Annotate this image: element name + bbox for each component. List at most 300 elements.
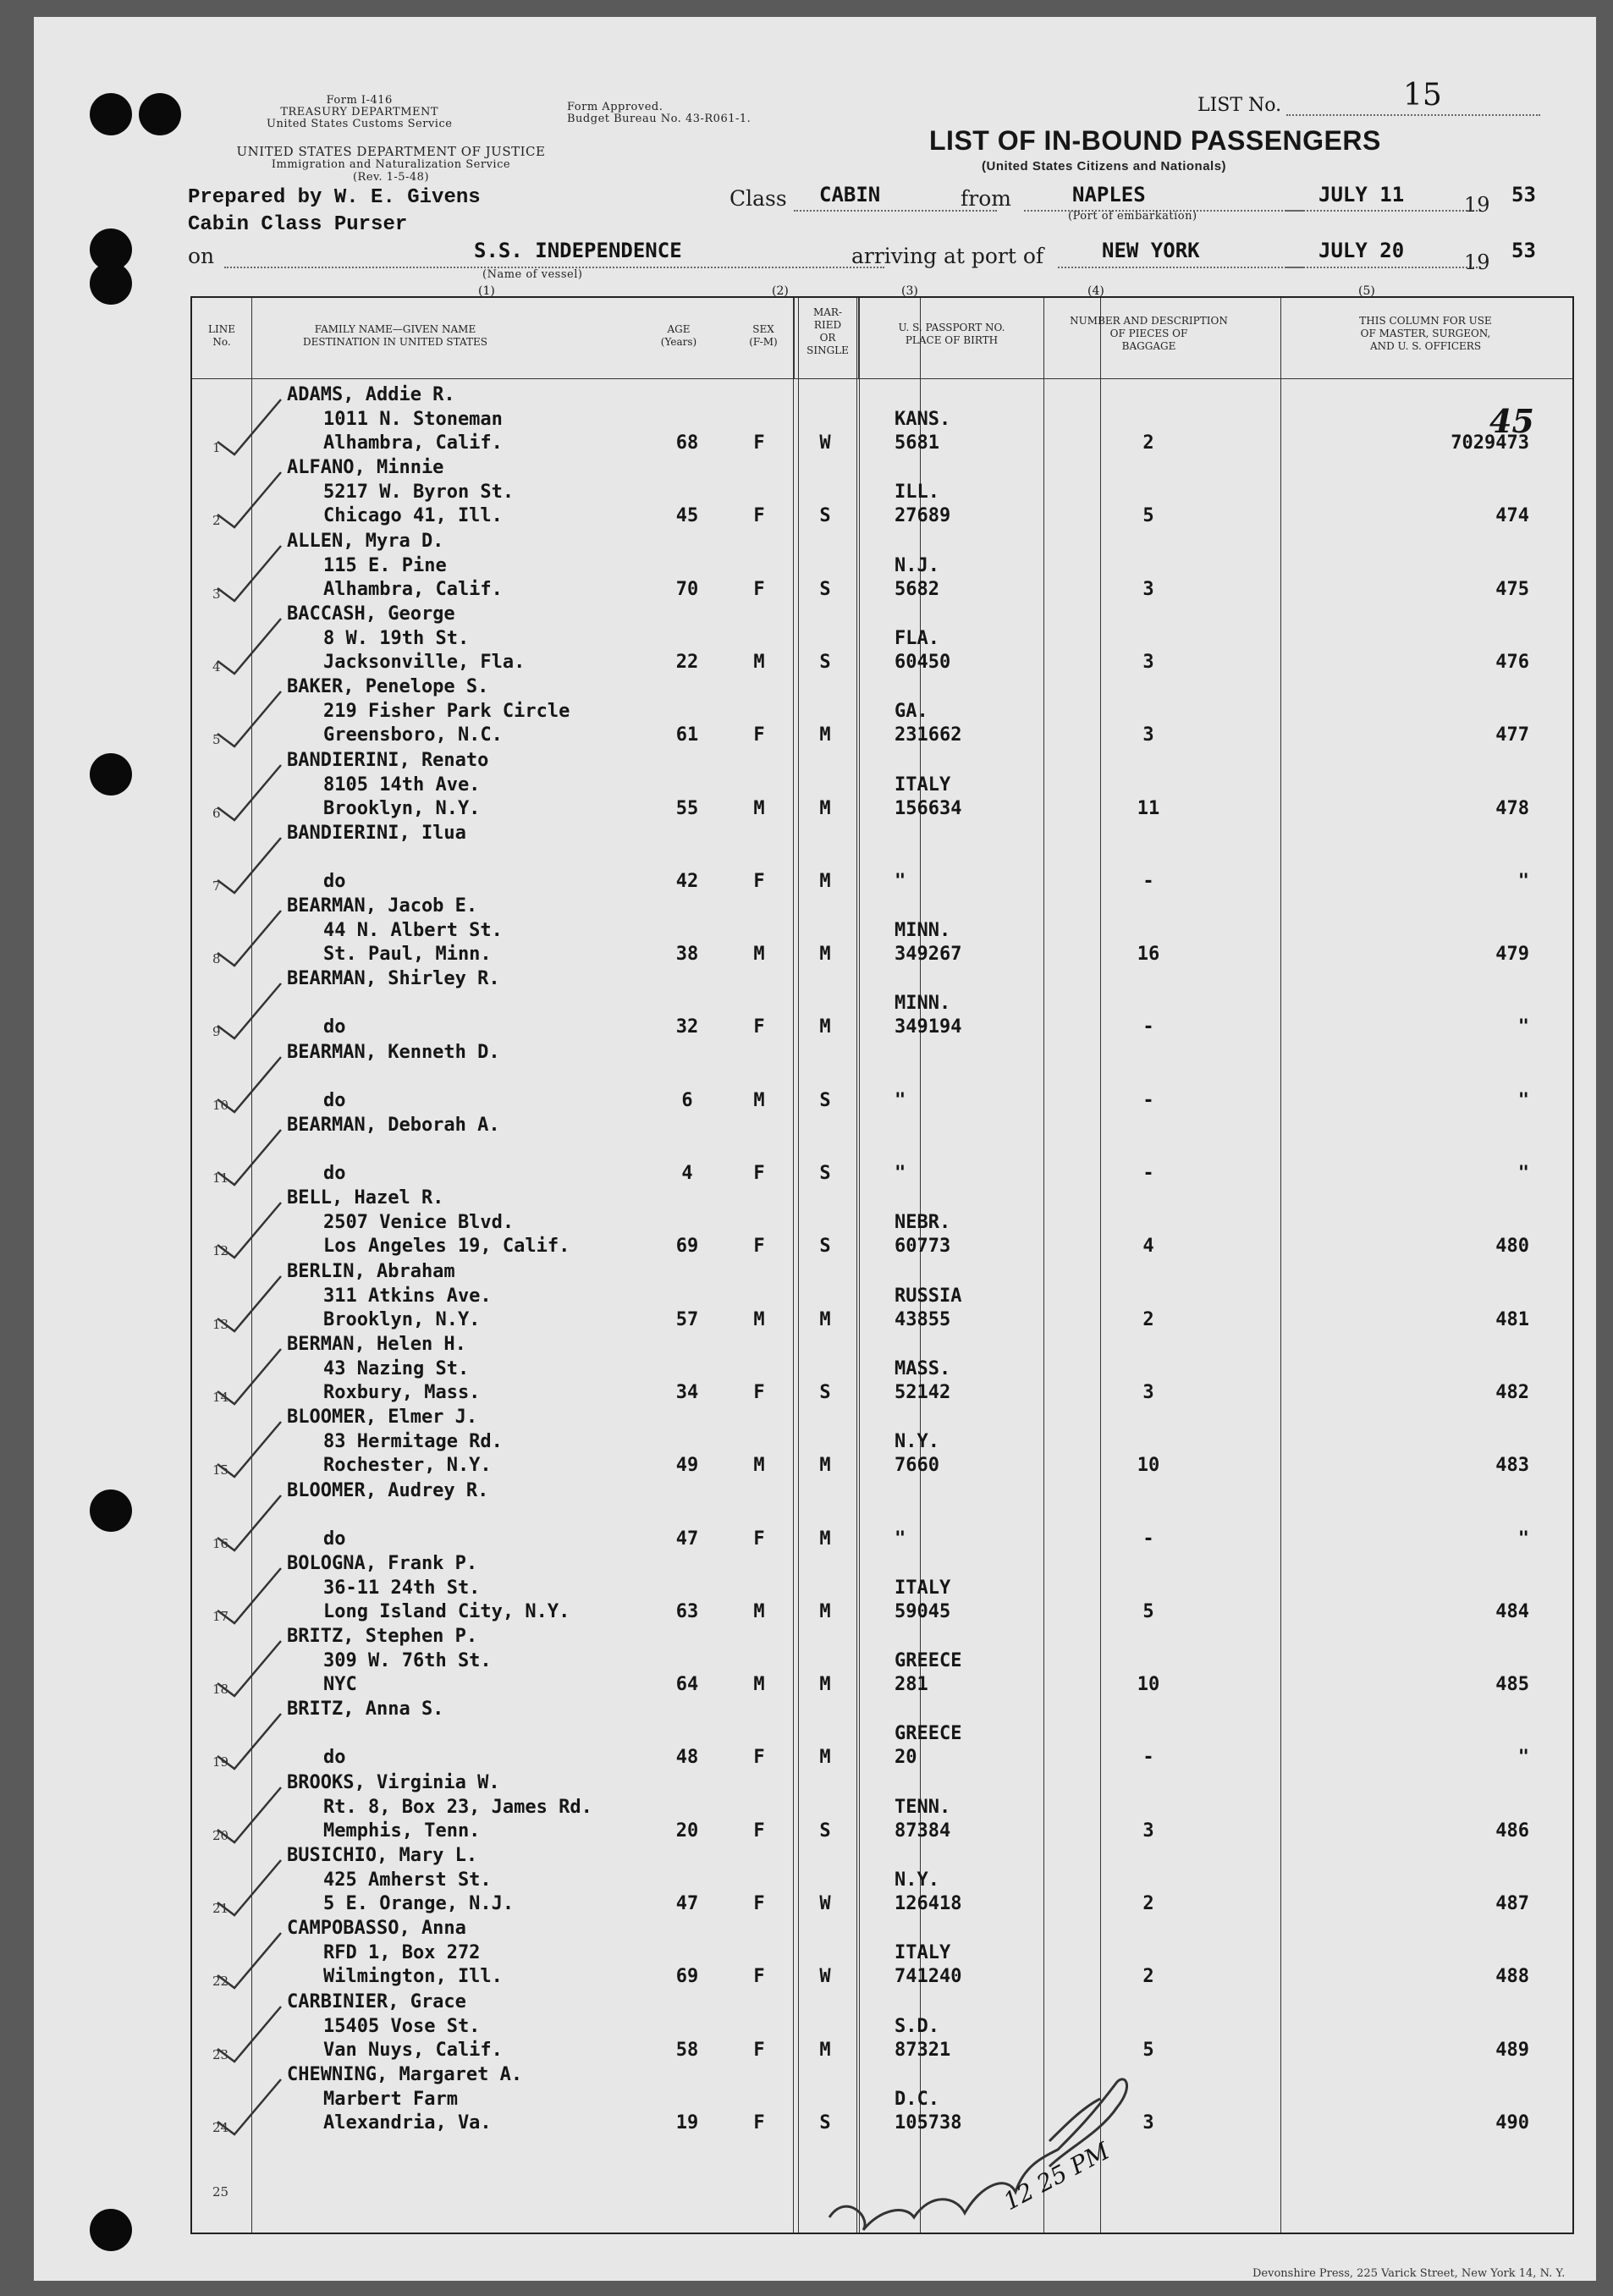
sex-value: M (753, 1455, 765, 1477)
address-line: RFD 1, Box 272 (323, 1942, 481, 1964)
from-label: from (961, 186, 1011, 211)
vessel-name: S.S. INDEPENDENCE (474, 239, 682, 262)
address-line: Marbert Farm (323, 2088, 458, 2110)
column-number: (3) (901, 284, 918, 298)
header-text: RIED (813, 319, 842, 331)
line-number: 10 (212, 1097, 229, 1113)
revision-date: (Rev. 1-5-48) (352, 171, 430, 184)
address-line: 5217 W. Byron St. (323, 482, 515, 504)
age-value: 55 (675, 797, 699, 819)
passport-number: 52142 (895, 1381, 951, 1403)
age-value: 19 (675, 2112, 699, 2134)
marital-status: S (819, 1163, 831, 1184)
check-mark-icon (209, 1633, 285, 1700)
baggage-count: 5 (1142, 1600, 1154, 1622)
sex-value: M (753, 797, 765, 819)
passenger-name: BANDIERINI, Ilua (287, 822, 466, 844)
passenger-name: CARBINIER, Grace (287, 1990, 466, 2012)
line-number: 4 (212, 658, 221, 674)
passport-number: 20 (895, 1747, 917, 1769)
column-number: (1) (478, 284, 495, 298)
header-age (641, 323, 717, 349)
table-row (192, 1259, 1572, 1332)
passenger-name: BEARMAN, Shirley R. (287, 968, 500, 990)
line-number: 16 (212, 1535, 229, 1551)
table-row (192, 1697, 1572, 1770)
table-row (192, 383, 1572, 455)
service-name: United States Customs Service (267, 118, 453, 130)
birth-place: N.Y. (895, 1869, 939, 1891)
passport-number: 349194 (895, 1016, 962, 1038)
birth-place: GREECE (895, 1650, 962, 1672)
marital-status: M (819, 1528, 831, 1550)
table-row (192, 1770, 1572, 1843)
baggage-count: 3 (1142, 1820, 1154, 1842)
passport-number: " (895, 1089, 906, 1111)
baggage-count: 3 (1142, 578, 1154, 600)
destination-city: do (323, 1163, 346, 1184)
line-number: 7 (212, 878, 221, 894)
destination-city: Rochester, N.Y. (323, 1455, 492, 1477)
line-number: 3 (212, 586, 221, 602)
on-label: on (188, 244, 215, 268)
address-line: 8 W. 19th St. (323, 627, 470, 649)
sex-value: F (753, 1747, 765, 1769)
inspector-signature (812, 2048, 1168, 2243)
officer-number: 474 (1495, 505, 1529, 527)
passport-number: 5682 (895, 578, 939, 600)
baggage-count: 2 (1142, 1893, 1154, 1914)
sex-value: F (753, 578, 765, 600)
passport-number: 60450 (895, 651, 951, 673)
line-number: 8 (212, 951, 221, 967)
check-mark-icon (209, 391, 285, 459)
line-number: 13 (212, 1316, 229, 1332)
check-mark-icon (209, 1560, 285, 1627)
passenger-name: BAKER, Penelope S. (287, 676, 489, 698)
passenger-name: BRITZ, Anna S. (287, 1699, 444, 1721)
punch-hole (90, 1489, 132, 1532)
passport-number: 741240 (895, 1966, 962, 1988)
passenger-name: BEARMAN, Deborah A. (287, 1115, 500, 1136)
passport-number: 59045 (895, 1600, 951, 1622)
line-number: 18 (212, 1682, 229, 1698)
officer-number: 490 (1495, 2112, 1529, 2134)
departure-date: JULY 11 (1318, 183, 1405, 206)
header-text: AGE (667, 323, 691, 335)
birth-place: ITALY (895, 1577, 951, 1599)
officer-number: " (1517, 1163, 1529, 1184)
form-title: LIST OF IN-BOUND PASSENGERS (929, 125, 1381, 156)
column-divider (794, 298, 795, 378)
table-row (192, 894, 1572, 966)
marital-status: M (819, 1747, 831, 1769)
header-text: U. S. PASSPORT NO. (898, 322, 1005, 333)
header-text: NUMBER AND DESCRIPTION (1070, 315, 1228, 327)
signature-time: 12 25 PM (999, 2136, 1115, 2216)
line-number: 12 (212, 1243, 229, 1259)
age-value: 58 (675, 2039, 699, 2061)
marital-status: M (819, 2039, 831, 2061)
age-value: 49 (675, 1455, 699, 1477)
passenger-name: BERLIN, Abraham (287, 1260, 455, 1282)
age-value: 69 (675, 1236, 699, 1258)
address-line: 311 Atkins Ave. (323, 1285, 492, 1307)
line-number: 24 (212, 2119, 229, 2135)
arrival-date: JULY 20 (1318, 239, 1405, 262)
passport-number: 156634 (895, 797, 962, 819)
sex-value: F (753, 1528, 765, 1550)
officer-number: 485 (1495, 1674, 1529, 1696)
check-mark-icon (209, 1705, 285, 1773)
table-row (192, 1624, 1572, 1697)
header-text: MAR- (812, 306, 843, 318)
check-mark-icon (209, 1924, 285, 1992)
class-label: Class (729, 186, 787, 211)
age-value: 69 (675, 1966, 699, 1988)
line-number: 19 (212, 1754, 229, 1770)
header-passport (861, 322, 1043, 347)
marital-status: S (819, 505, 831, 527)
table-row (192, 1040, 1572, 1113)
sex-value: F (753, 1016, 765, 1038)
marital-status: M (819, 724, 831, 746)
table-row (192, 1186, 1572, 1258)
line-number: 11 (212, 1170, 229, 1186)
passenger-name: BLOOMER, Audrey R. (287, 1479, 489, 1501)
check-mark-icon (209, 1049, 285, 1116)
destination-city: Greensboro, N.C. (323, 724, 503, 746)
passport-number: 43855 (895, 1308, 951, 1330)
officer-number: 487 (1495, 1893, 1529, 1914)
destination-city: Chicago 41, Ill. (323, 505, 503, 527)
address-line: 36-11 24th St. (323, 1577, 481, 1599)
passport-number: 126418 (895, 1893, 962, 1914)
header-text: SEX (752, 323, 774, 335)
header-text: No. (212, 336, 231, 348)
age-value: 22 (675, 651, 699, 673)
punch-hole (90, 93, 132, 135)
year-prefix-2: 19 (1464, 251, 1490, 274)
passenger-name: BUSICHIO, Mary L. (287, 1845, 478, 1866)
line-number: 6 (212, 805, 221, 821)
table-row (192, 674, 1572, 747)
age-value: 64 (675, 1674, 699, 1696)
passenger-name: ADAMS, Addie R. (287, 384, 455, 405)
age-value: 68 (675, 432, 699, 454)
address-line: 219 Fisher Park Circle (323, 701, 570, 723)
punch-hole (139, 93, 181, 135)
column-number: (4) (1087, 284, 1104, 298)
baggage-count: 5 (1142, 505, 1154, 527)
birth-place: MASS. (895, 1357, 951, 1379)
year-prefix: 19 (1464, 193, 1490, 217)
passport-number: 7660 (895, 1455, 939, 1477)
birth-place: S.D. (895, 2015, 939, 2037)
line-number: 20 (212, 1827, 229, 1843)
header-text: THIS COLUMN FOR USE (1359, 315, 1492, 327)
approval-block (567, 102, 751, 125)
address-line: 8105 14th Ave. (323, 774, 481, 796)
corner-annotation: 45 (1489, 402, 1534, 440)
line-number: 23 (212, 2046, 229, 2062)
table-row (192, 1551, 1572, 1624)
check-mark-icon (209, 1998, 285, 2066)
table-row (192, 602, 1572, 674)
marital-status: S (819, 1820, 831, 1842)
age-value: 38 (675, 944, 699, 966)
officer-number: 484 (1495, 1600, 1529, 1622)
officer-number: " (1517, 1016, 1529, 1038)
sex-value: M (753, 944, 765, 966)
baggage-count: 3 (1142, 651, 1154, 673)
table-row (192, 1843, 1572, 1916)
header-text: OF PIECES OF (1109, 328, 1188, 339)
printer-footer: Devonshire Press, 225 Varick Street, New York 14, N. Y. (1252, 2267, 1566, 2280)
officer-number: " (1517, 870, 1529, 892)
officer-number: 481 (1495, 1308, 1529, 1330)
marital-status: S (819, 578, 831, 600)
arrival-date-line (1286, 267, 1481, 268)
passport-number: 87384 (895, 1820, 951, 1842)
passenger-name: BANDIERINI, Renato (287, 749, 489, 771)
sex-value: F (753, 432, 765, 454)
passenger-name: BEARMAN, Jacob E. (287, 895, 478, 917)
marital-status: S (819, 1236, 831, 1258)
destination-city: 5 E. Orange, N.J. (323, 1893, 515, 1914)
check-mark-icon (209, 1487, 285, 1555)
age-value: 63 (675, 1600, 699, 1622)
officer-number: 483 (1495, 1455, 1529, 1477)
birth-place: ITALY (895, 774, 951, 796)
list-no-line (1286, 114, 1540, 116)
check-mark-icon (209, 1268, 285, 1335)
destination-city: NYC (323, 1674, 357, 1696)
sex-value: M (753, 1674, 765, 1696)
age-value: 45 (675, 505, 699, 527)
table-row (192, 1332, 1572, 1405)
age-value: 70 (675, 578, 699, 600)
address-line: 83 Hermitage Rd. (323, 1431, 503, 1453)
line-number: 15 (212, 1462, 229, 1478)
sex-value: F (753, 1163, 765, 1184)
destination-city: do (323, 1747, 346, 1769)
header-text: DESTINATION IN UNITED STATES (303, 336, 487, 348)
header-text: PLACE OF BIRTH (905, 334, 999, 346)
birth-place: N.Y. (895, 1431, 939, 1453)
passenger-name: BLOOMER, Elmer J. (287, 1407, 478, 1429)
passenger-name: CAMPOBASSO, Anna (287, 1918, 466, 1940)
header-officers (1284, 315, 1567, 353)
sex-value: F (753, 1381, 765, 1403)
address-line: Rt. 8, Box 23, James Rd. (323, 1796, 592, 1818)
punch-hole (90, 2209, 132, 2251)
form-number: Form I-416 (326, 94, 393, 107)
line-number: 2 (212, 513, 221, 529)
baggage-count: - (1142, 1016, 1154, 1038)
baggage-count: 10 (1137, 1455, 1160, 1477)
birth-place: NEBR. (895, 1212, 951, 1234)
destination-city: Memphis, Tenn. (323, 1820, 481, 1842)
birth-place: TENN. (895, 1796, 951, 1818)
birth-place: N.J. (895, 554, 939, 576)
passenger-name: BRITZ, Stephen P. (287, 1626, 478, 1648)
passport-number: 60773 (895, 1236, 951, 1258)
form-id-block (267, 95, 452, 130)
marital-status: S (819, 1089, 831, 1111)
age-value: 47 (675, 1528, 699, 1550)
officer-number: 479 (1495, 944, 1529, 966)
birth-place: MINN. (895, 993, 951, 1015)
embarkation-port: NAPLES (1072, 183, 1146, 206)
prepared-by: Prepared by W. E. Givens (188, 186, 481, 209)
punch-hole (90, 262, 132, 305)
passport-number: 349267 (895, 944, 962, 966)
baggage-count: 5 (1142, 2039, 1154, 2061)
address-line: 309 W. 76th St. (323, 1650, 492, 1672)
destination-city: Roxbury, Mass. (323, 1381, 481, 1403)
baggage-count: - (1142, 1089, 1154, 1111)
marital-status: S (819, 1381, 831, 1403)
sex-value: M (753, 1089, 765, 1111)
budget-bureau-line: Budget Bureau No. 43-R061-1. (567, 113, 751, 125)
destination-city: Brooklyn, N.Y. (323, 797, 481, 819)
age-value: 47 (675, 1893, 699, 1914)
sex-value: F (753, 2112, 765, 2134)
table-row (192, 1113, 1572, 1186)
marital-status: W (819, 1893, 831, 1914)
sex-value: F (753, 1966, 765, 1988)
passenger-name: BROOKS, Virginia W. (287, 1771, 500, 1793)
baggage-count: 2 (1142, 432, 1154, 454)
age-value: 61 (675, 724, 699, 746)
destination-city: Jacksonville, Fla. (323, 651, 526, 673)
immigration-service: Immigration and Naturalization Service (271, 158, 511, 171)
check-mark-icon (209, 610, 285, 678)
sex-value: F (753, 1893, 765, 1914)
destination-city: Alexandria, Va. (323, 2112, 492, 2134)
marital-status: W (819, 432, 831, 454)
baggage-count: 3 (1142, 724, 1154, 746)
check-mark-icon (209, 829, 285, 897)
officer-number: 478 (1495, 797, 1529, 819)
sex-value: F (753, 870, 765, 892)
birth-place: ILL. (895, 482, 939, 504)
sex-value: F (753, 1236, 765, 1258)
line-number: 17 (212, 1608, 229, 1624)
birth-place: MINN. (895, 920, 951, 942)
vessel-caption: (Name of vessel) (482, 268, 583, 281)
passport-number: " (895, 1163, 906, 1184)
marital-status: S (819, 651, 831, 673)
document-page (34, 17, 1596, 2281)
birth-place: KANS. (895, 409, 951, 430)
sex-value: F (753, 2039, 765, 2061)
destination-city: do (323, 1089, 346, 1111)
line-number: 25 (212, 2184, 229, 2200)
passenger-name: BOLOGNA, Frank P. (287, 1552, 478, 1574)
check-mark-icon (209, 683, 285, 751)
header-text: (F-M) (749, 336, 778, 348)
line-number: 14 (212, 1389, 229, 1405)
header-baggage (1045, 315, 1252, 353)
header-divider (192, 378, 1572, 379)
destination-city: Alhambra, Calif. (323, 432, 503, 454)
birth-place: ITALY (895, 1942, 951, 1964)
destination-city: St. Paul, Minn. (323, 944, 492, 966)
passport-number: " (895, 1528, 906, 1550)
passenger-name: ALLEN, Myra D. (287, 530, 444, 552)
line-number: 5 (212, 732, 221, 748)
birth-place: FLA. (895, 627, 939, 649)
marital-status: M (819, 1674, 831, 1696)
marital-status: M (819, 1308, 831, 1330)
address-line: 115 E. Pine (323, 554, 447, 576)
arrival-year: 53 (1511, 239, 1536, 262)
header-sex (734, 323, 793, 349)
line-number: 9 (212, 1024, 221, 1040)
marital-status: M (819, 944, 831, 966)
sex-value: F (753, 505, 765, 527)
passenger-table (190, 296, 1574, 2234)
list-number: 15 (1403, 78, 1442, 113)
sex-value: M (753, 1308, 765, 1330)
check-mark-icon (209, 975, 285, 1043)
destination-city: Long Island City, N.Y. (323, 1600, 570, 1622)
check-mark-icon (209, 464, 285, 531)
departure-year: 53 (1511, 183, 1536, 206)
officer-number: " (1517, 1528, 1529, 1550)
age-value: 20 (675, 1820, 699, 1842)
birth-place: GA. (895, 701, 928, 723)
baggage-count: - (1142, 1747, 1154, 1769)
check-mark-icon (209, 1779, 285, 1847)
header-text: SINGLE (806, 344, 849, 356)
passenger-name: BERMAN, Helen H. (287, 1333, 466, 1355)
marital-status: S (819, 2112, 831, 2134)
officer-number: 477 (1495, 724, 1529, 746)
baggage-count: - (1142, 1528, 1154, 1550)
baggage-count: 11 (1137, 797, 1160, 819)
justice-department: UNITED STATES DEPARTMENT OF JUSTICE (236, 144, 546, 159)
birth-place: GREECE (895, 1723, 962, 1745)
age-value: 32 (675, 1016, 699, 1038)
destination-city: Van Nuys, Calif. (323, 2039, 503, 2061)
officer-number: 475 (1495, 578, 1529, 600)
table-row (192, 529, 1572, 602)
officer-number: " (1517, 1089, 1529, 1111)
arrival-port-line (1058, 267, 1303, 268)
header-text: LINE (208, 323, 235, 335)
passport-number: 281 (895, 1674, 928, 1696)
destination-city: Los Angeles 19, Calif. (323, 1236, 570, 1258)
baggage-count: 4 (1142, 1236, 1154, 1258)
officer-number: 482 (1495, 1381, 1529, 1403)
table-row (192, 748, 1572, 821)
destination-city: do (323, 870, 346, 892)
header-line-no (201, 323, 243, 349)
age-value: 34 (675, 1381, 699, 1403)
check-mark-icon (209, 2071, 285, 2139)
header-text: (Years) (660, 336, 697, 348)
address-line: 15405 Vose St. (323, 2015, 481, 2037)
passport-number: 27689 (895, 505, 951, 527)
table-row (192, 821, 1572, 894)
column-number: (2) (772, 284, 789, 298)
address-line: 425 Amherst St. (323, 1869, 492, 1891)
check-mark-icon (209, 1852, 285, 1919)
table-row (192, 966, 1572, 1039)
